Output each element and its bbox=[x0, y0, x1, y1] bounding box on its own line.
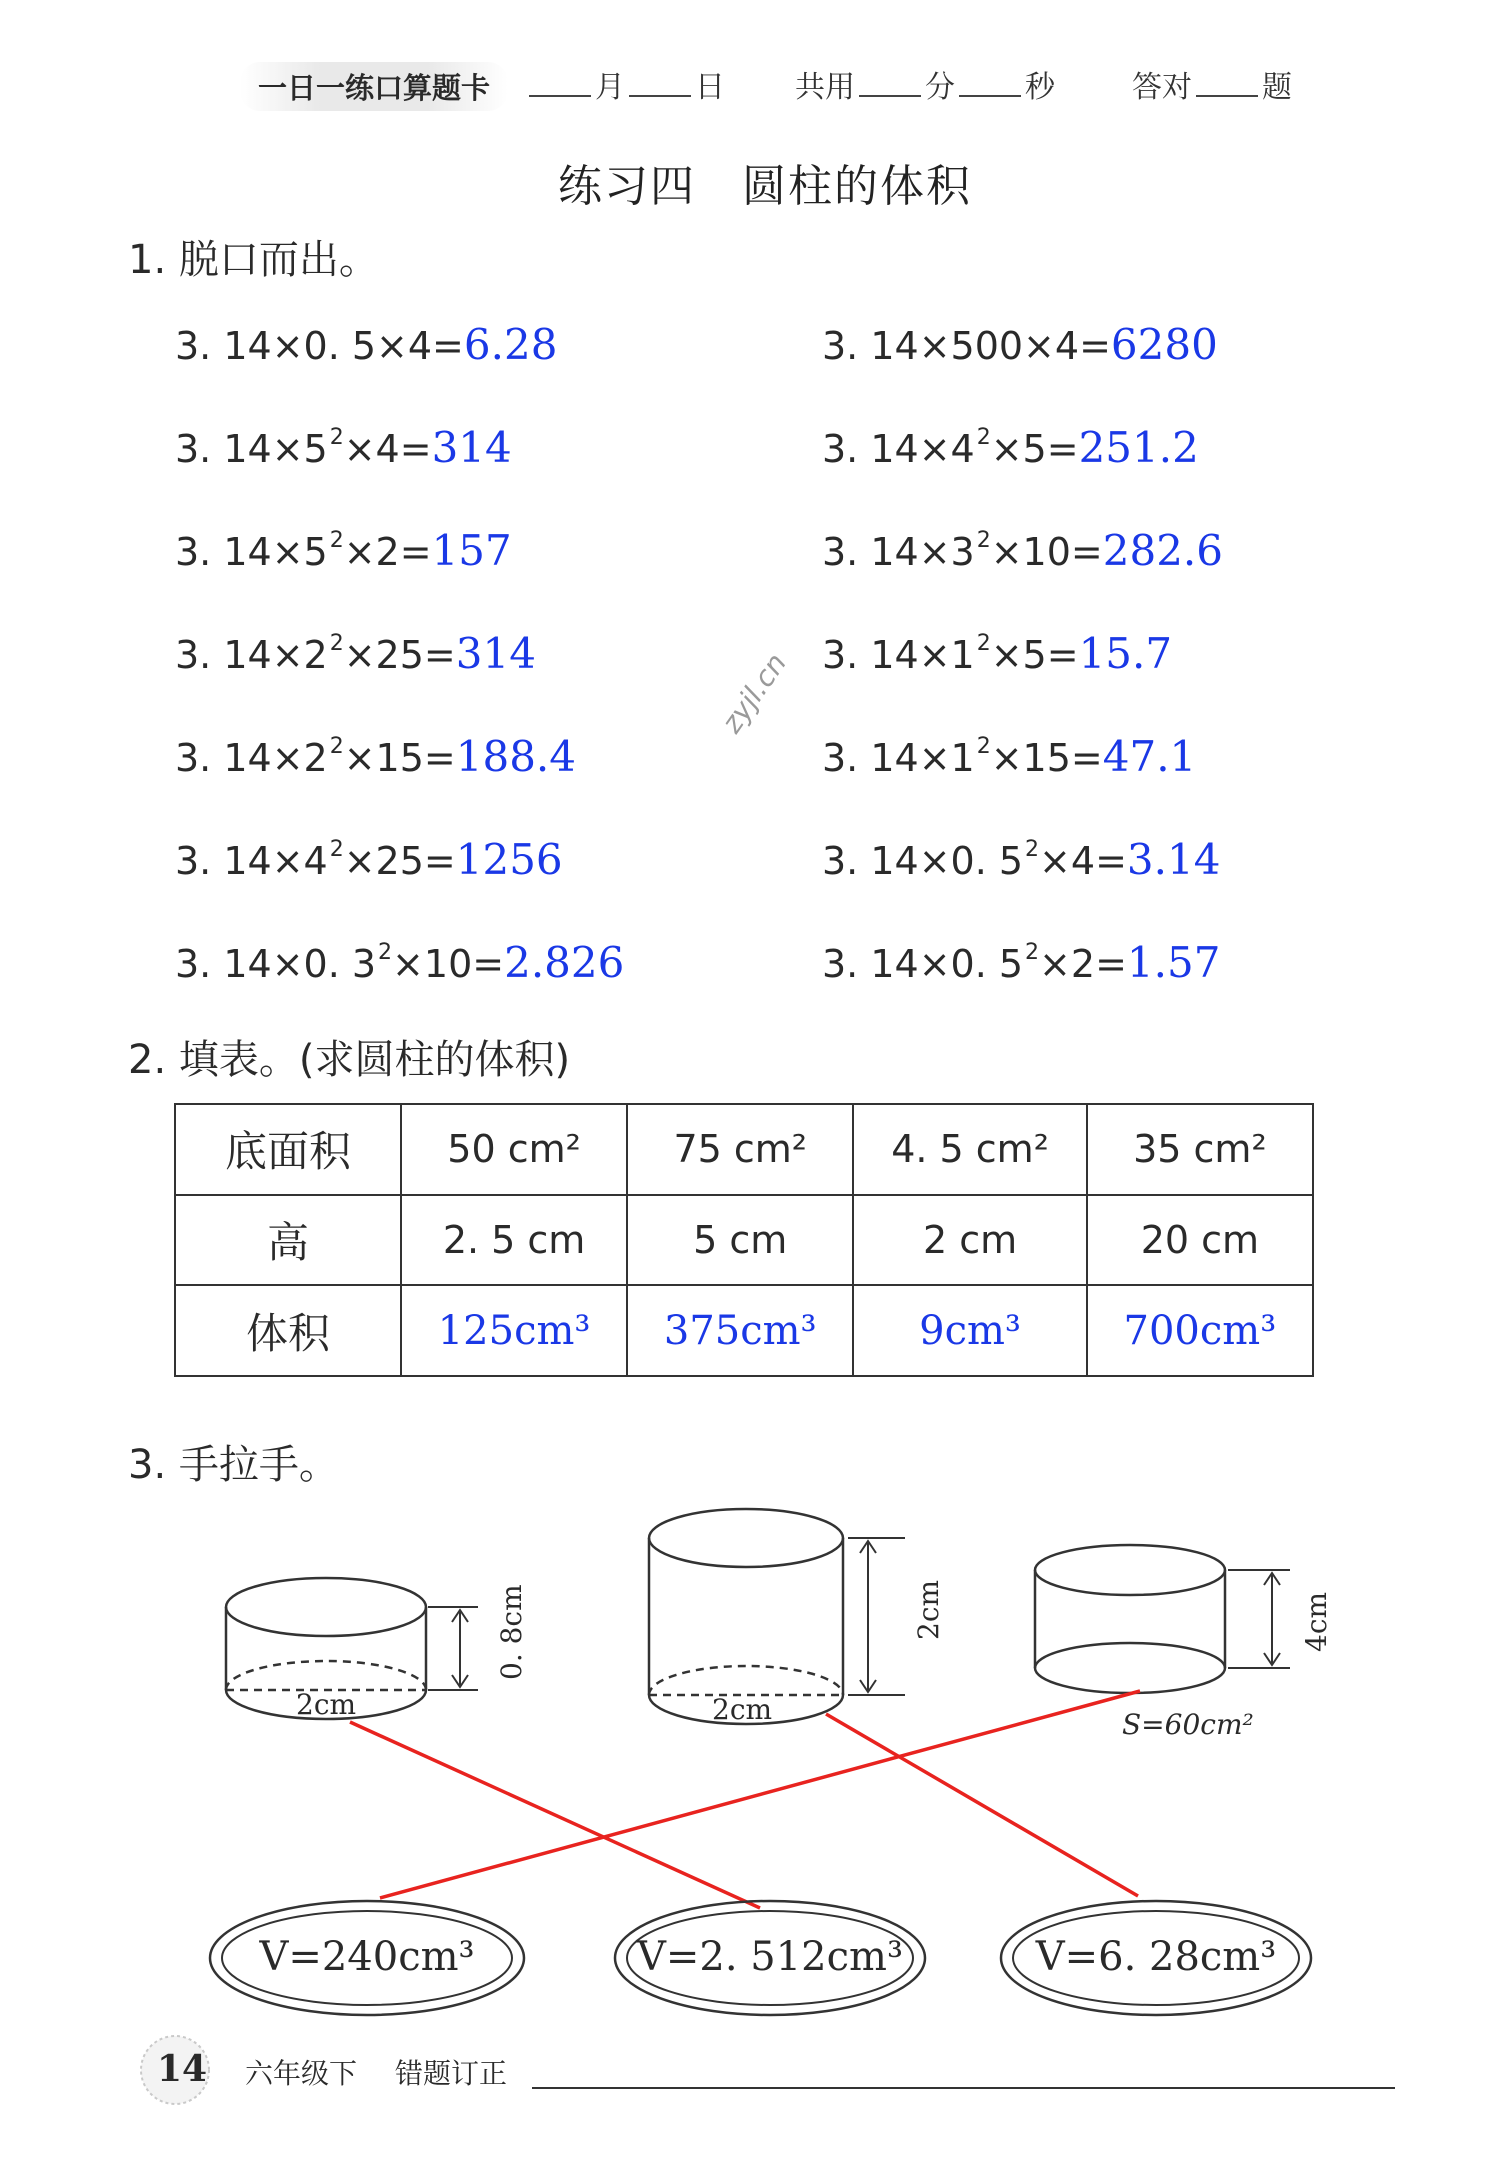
equation-expression-rest: ×5= bbox=[990, 427, 1079, 471]
equation-answer[interactable]: 314 bbox=[455, 629, 536, 678]
exponent: 2 bbox=[329, 734, 344, 759]
table-cell: 2. 5 cm bbox=[401, 1195, 627, 1286]
time-used-label: 共用 bbox=[795, 70, 855, 105]
equation-expression: 3. 14×5 bbox=[175, 530, 328, 574]
minute-label: 分 bbox=[925, 70, 955, 105]
equation-expression: 3. 14×2 bbox=[175, 736, 328, 780]
question-label: 题 bbox=[1262, 70, 1292, 105]
equation-expression-rest: ×2= bbox=[343, 530, 432, 574]
equation-expression-rest: ×4= bbox=[343, 427, 432, 471]
equation-answer[interactable]: 314 bbox=[431, 423, 512, 472]
exponent: 2 bbox=[976, 631, 991, 656]
equation-answer[interactable]: 6.28 bbox=[463, 320, 558, 369]
q3-label: 3. 手拉手。 bbox=[128, 1442, 339, 1488]
exponent: 2 bbox=[976, 528, 991, 553]
second-label: 秒 bbox=[1025, 70, 1055, 105]
watermark: zyjl.cn bbox=[715, 647, 794, 739]
equation-expression-rest: ×25= bbox=[343, 633, 456, 677]
exponent: 2 bbox=[1025, 837, 1040, 862]
grade-label: 六年级下 bbox=[245, 2057, 358, 2090]
equation-expression: 3. 14×1 bbox=[822, 633, 975, 677]
q2-label: 2. 填表。(求圆柱的体积) bbox=[128, 1037, 571, 1083]
table-cell: 35 cm² bbox=[1087, 1104, 1313, 1195]
cyl3-base-area-label: S=60cm² bbox=[1122, 1708, 1254, 1741]
volume-answer-cell[interactable]: 375cm³ bbox=[627, 1285, 853, 1376]
equation-expression: 3. 14×5 bbox=[175, 427, 328, 471]
volume-answer-cell[interactable]: 9cm³ bbox=[853, 1285, 1086, 1376]
table-cell: 4. 5 cm² bbox=[853, 1104, 1086, 1195]
month-label: 月 bbox=[595, 70, 625, 105]
equation-expression: 3. 14×1 bbox=[822, 736, 975, 780]
equation-answer[interactable]: 251.2 bbox=[1078, 423, 1199, 472]
equation-expression: 3. 14×2 bbox=[175, 633, 328, 677]
cyl1-diameter-label: 2cm bbox=[296, 1688, 357, 1721]
equation-expression-rest: ×5= bbox=[990, 633, 1079, 677]
equation-expression: 3. 14×4 bbox=[822, 427, 975, 471]
equation-expression-rest: ×2= bbox=[1039, 942, 1127, 986]
equation-expression: 3. 14×0. 5×4= bbox=[175, 324, 464, 368]
page-number: 14 bbox=[157, 2048, 208, 2090]
volume-3-text: V=6. 28cm³ bbox=[1035, 1934, 1277, 1980]
table-cell: 2 cm bbox=[853, 1195, 1086, 1286]
volume-answer-cell[interactable]: 125cm³ bbox=[401, 1285, 627, 1376]
equation-expression: 3. 14×0. 5 bbox=[822, 942, 1024, 986]
q1-label: 1. 脱口而出。 bbox=[128, 237, 379, 283]
equation-expression-rest: ×4= bbox=[1039, 839, 1127, 883]
row-header: 体积 bbox=[175, 1285, 401, 1376]
correction-label: 错题订正 bbox=[395, 2057, 508, 2090]
card-title: 一日一练口算题卡 bbox=[240, 62, 508, 111]
page-title: 练习四 圆柱的体积 bbox=[558, 161, 972, 212]
equation-answer[interactable]: 3.14 bbox=[1126, 835, 1221, 884]
table-cell: 75 cm² bbox=[627, 1104, 853, 1195]
cyl3-height-label: 4cm bbox=[1300, 1591, 1333, 1652]
equation-expression: 3. 14×3 bbox=[822, 530, 975, 574]
equation-expression: 3. 14×0. 5 bbox=[822, 839, 1024, 883]
equation-expression-rest: ×10= bbox=[990, 530, 1103, 574]
equation-expression-rest: ×10= bbox=[392, 942, 505, 986]
exponent: 2 bbox=[329, 425, 344, 450]
row-header: 高 bbox=[175, 1195, 401, 1286]
equation-expression-rest: ×25= bbox=[343, 839, 456, 883]
equation-expression: 3. 14×0. 3 bbox=[175, 942, 377, 986]
equation-answer[interactable]: 47.1 bbox=[1102, 732, 1197, 781]
day-label: 日 bbox=[695, 70, 725, 105]
equation-answer[interactable]: 188.4 bbox=[455, 732, 577, 781]
cylinder-2 bbox=[649, 1509, 905, 1724]
equation-expression-rest: ×15= bbox=[343, 736, 456, 780]
exponent: 2 bbox=[378, 940, 393, 965]
volume-1-text: V=240cm³ bbox=[259, 1934, 475, 1980]
exponent: 2 bbox=[1025, 940, 1040, 965]
row-header: 底面积 bbox=[175, 1104, 401, 1195]
exponent: 2 bbox=[329, 631, 344, 656]
cyl2-diameter-label: 2cm bbox=[712, 1693, 773, 1726]
exponent: 2 bbox=[976, 425, 991, 450]
equation-answer[interactable]: 282.6 bbox=[1102, 526, 1224, 575]
equation-expression-rest: ×15= bbox=[990, 736, 1103, 780]
equation-answer[interactable]: 1.57 bbox=[1126, 938, 1221, 987]
table-cell: 20 cm bbox=[1087, 1195, 1313, 1286]
table-cell: 5 cm bbox=[627, 1195, 853, 1286]
table-cell: 50 cm² bbox=[401, 1104, 627, 1195]
equation-answer[interactable]: 15.7 bbox=[1078, 629, 1173, 678]
exponent: 2 bbox=[329, 528, 344, 553]
cyl2-height-label: 2cm bbox=[912, 1579, 945, 1640]
cyl1-height-label: 0. 8cm bbox=[495, 1584, 528, 1680]
exponent: 2 bbox=[976, 734, 991, 759]
correct-label: 答对 bbox=[1132, 70, 1192, 105]
equation-answer[interactable]: 6280 bbox=[1110, 320, 1218, 369]
volume-2-text: V=2. 512cm³ bbox=[637, 1934, 903, 1980]
exponent: 2 bbox=[329, 837, 344, 862]
equation-answer[interactable]: 2.826 bbox=[504, 938, 625, 987]
cylinder-3 bbox=[1035, 1545, 1290, 1693]
equation-answer[interactable]: 157 bbox=[431, 526, 512, 575]
equation-expression: 3. 14×500×4= bbox=[822, 324, 1111, 368]
equation-answer[interactable]: 1256 bbox=[455, 835, 563, 884]
equation-expression: 3. 14×4 bbox=[175, 839, 328, 883]
volume-answer-cell[interactable]: 700cm³ bbox=[1087, 1285, 1313, 1376]
